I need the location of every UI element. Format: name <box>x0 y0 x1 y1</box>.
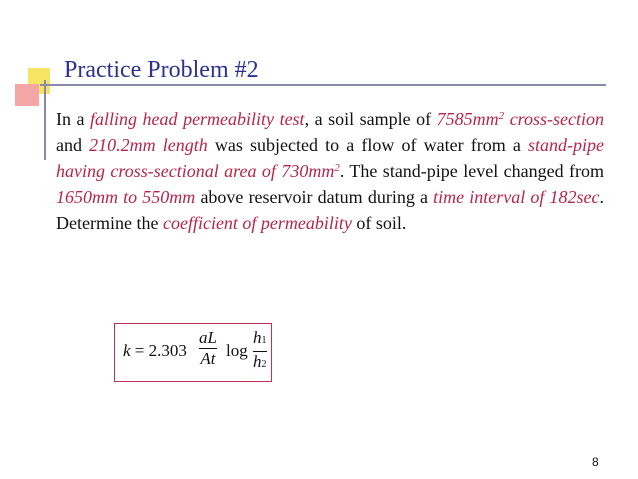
fraction-denominator <box>253 353 267 374</box>
text-run: of soil. <box>351 213 407 233</box>
decor-pink-square <box>15 84 39 106</box>
h2-symbol: h <box>253 352 262 371</box>
decor-horizontal-line <box>40 84 606 86</box>
formula-lhs <box>123 341 187 361</box>
text-run: . The stand-pipe level changed from <box>339 161 604 181</box>
text-run: , a soil sample of <box>304 109 437 129</box>
sample-area-value: 7585mm <box>436 109 499 129</box>
highlight-coefficient: coefficient of permeability <box>162 213 352 233</box>
formula-constant: = 2.303 <box>130 341 187 360</box>
standpipe-area-value: stand-pipe having cross-sectional area of 730mm <box>56 135 604 181</box>
decor-vertical-line <box>44 80 46 160</box>
sample-area-exponent: 2 <box>498 110 505 122</box>
problem-text <box>56 106 604 236</box>
formula-k: k <box>123 341 131 360</box>
fraction-numerator <box>253 329 267 350</box>
h1-subscript: 1 <box>261 335 267 346</box>
fraction-h1-over-h2 <box>253 329 267 374</box>
highlight-levels: 1650mm to 550mm <box>56 187 196 207</box>
text-run: was subjected to a flow of water from a <box>207 135 528 155</box>
text-run: In a <box>56 109 91 129</box>
fraction-aL-over-At <box>199 329 217 368</box>
fraction-denominator: At <box>200 349 216 368</box>
text-run: . Determine the <box>56 187 605 233</box>
highlight-sample-area <box>437 109 505 129</box>
slide-title: Practice Problem #2 <box>64 57 259 83</box>
fraction-numerator: aL <box>199 328 217 347</box>
text-run: above reservoir datum during a <box>195 187 434 207</box>
h1-symbol: h <box>253 328 262 347</box>
highlight-test-type: falling head permeability test <box>90 109 305 129</box>
highlight-time-interval: time interval of 182sec <box>433 187 600 207</box>
page-number: 8 <box>592 455 599 469</box>
highlight-cross-section: cross-section <box>509 109 605 129</box>
formula-log: log <box>226 341 248 360</box>
standpipe-area-exponent: 2 <box>334 162 340 174</box>
permeability-formula <box>114 323 272 382</box>
text-run: and <box>56 135 90 155</box>
highlight-length: 210.2mm length <box>89 135 208 155</box>
h2-subscript: 2 <box>261 359 267 370</box>
